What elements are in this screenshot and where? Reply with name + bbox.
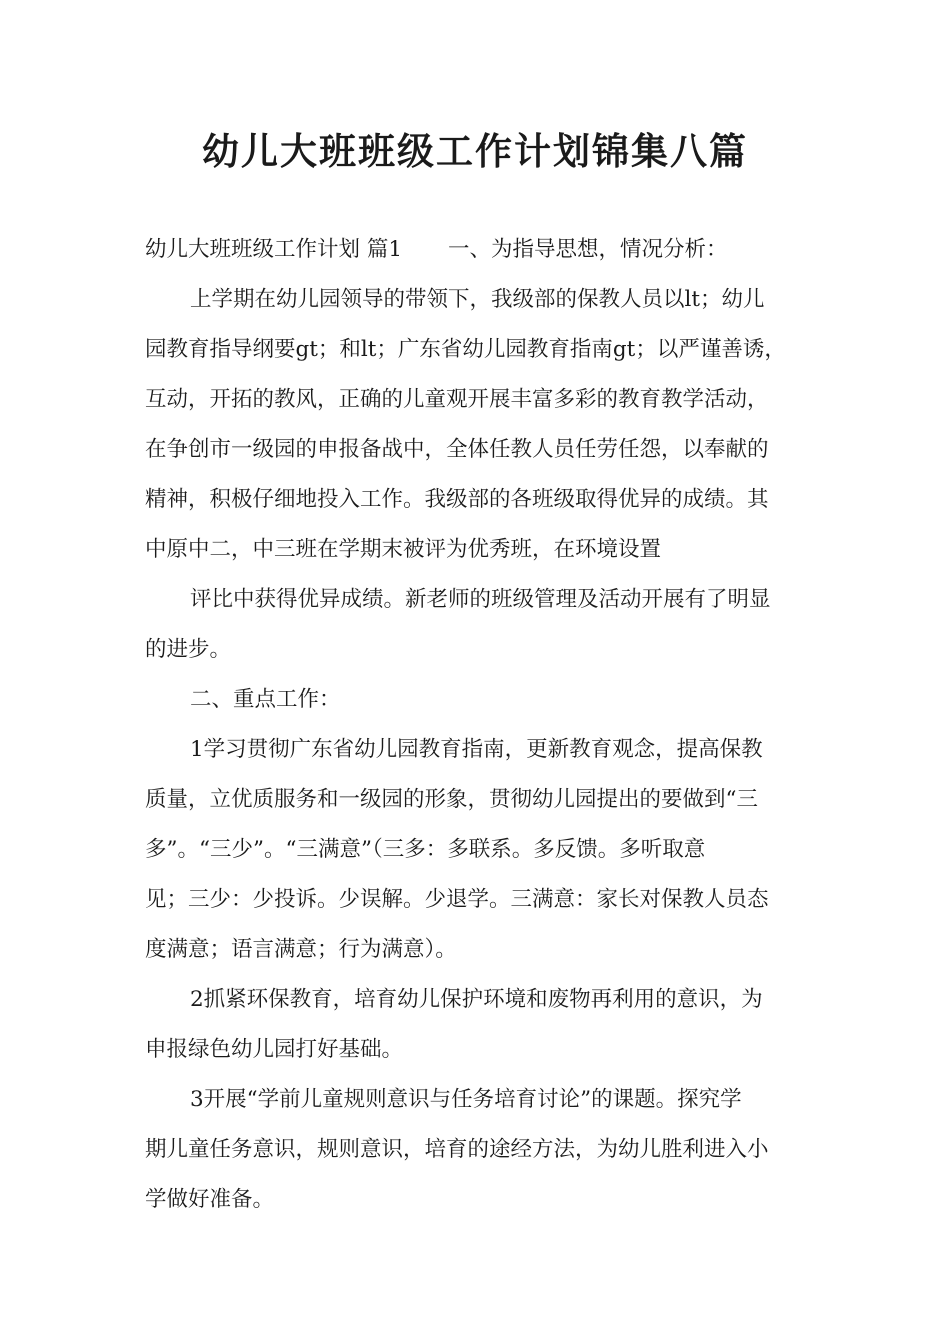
paragraph-line: 精神，积极仔细地投入工作。我级部的各班级取得优异的成绩。其: [145, 487, 769, 512]
paragraph-line: 上学期在幼儿园领导的带领下，我级部的保教人员以lt；幼儿: [190, 287, 765, 312]
paragraph-line: 在争创市一级园的申报备战中，全体任教人员任劳任怨，以奉献的: [145, 437, 769, 462]
section-heading: [145, 230, 728, 270]
paragraph-line: 多”。“三少”。“三满意”（三多：多联系。多反馈。多听取意: [145, 837, 706, 862]
paragraph-line: 见；三少：少投诉。少误解。少退学。三满意：家长对保教人员态: [145, 887, 769, 912]
paragraph-line: 学做好准备。: [145, 1187, 275, 1212]
section-heading-key-work: 二、重点工作：: [190, 687, 341, 712]
paragraph-line: 园教育指导纲要gt；和lt；广东省幼儿园教育指南gt；以严谨善诱，: [145, 337, 786, 362]
paragraph-line: 质量，立优质服务和一级园的形象，贯彻幼儿园提出的要做到“三: [145, 787, 758, 812]
plan-heading: 幼儿大班班级工作计划 篇1: [145, 237, 403, 262]
paragraph-line: 1学习贯彻广东省幼儿园教育指南，更新教育观念，提高保教: [190, 737, 763, 762]
paragraph-line: 互动，开拓的教风，正确的儿童观开展丰富多彩的教育教学活动，: [145, 387, 769, 412]
paragraph-line: 评比中获得优异成绩。新老师的班级管理及活动开展有了明显: [190, 587, 771, 612]
paragraph-line: 2抓紧环保教育，培育幼儿保护环境和废物再利用的意识，为: [190, 987, 763, 1012]
paragraph-line: 期儿童任务意识，规则意识，培育的途经方法，为幼儿胜利进入小: [145, 1137, 769, 1162]
paragraph-line: 3开展“学前儿童规则意识与任务培育讨论”的课题。探究学: [190, 1087, 742, 1112]
paragraph-line: 申报绿色幼儿园打好基础。: [145, 1037, 404, 1062]
paragraph-line: 的进步。: [145, 637, 232, 662]
paragraph-line: 度满意；语言满意；行为满意）。: [145, 937, 457, 962]
paragraph-line: 中原中二，中三班在学期末被评为优秀班，在环境设置: [145, 537, 662, 562]
document-title: 幼儿大班班级工作计划锦集八篇: [202, 130, 748, 173]
guiding-thought-heading: 一、为指导思想，情况分析：: [448, 237, 728, 262]
